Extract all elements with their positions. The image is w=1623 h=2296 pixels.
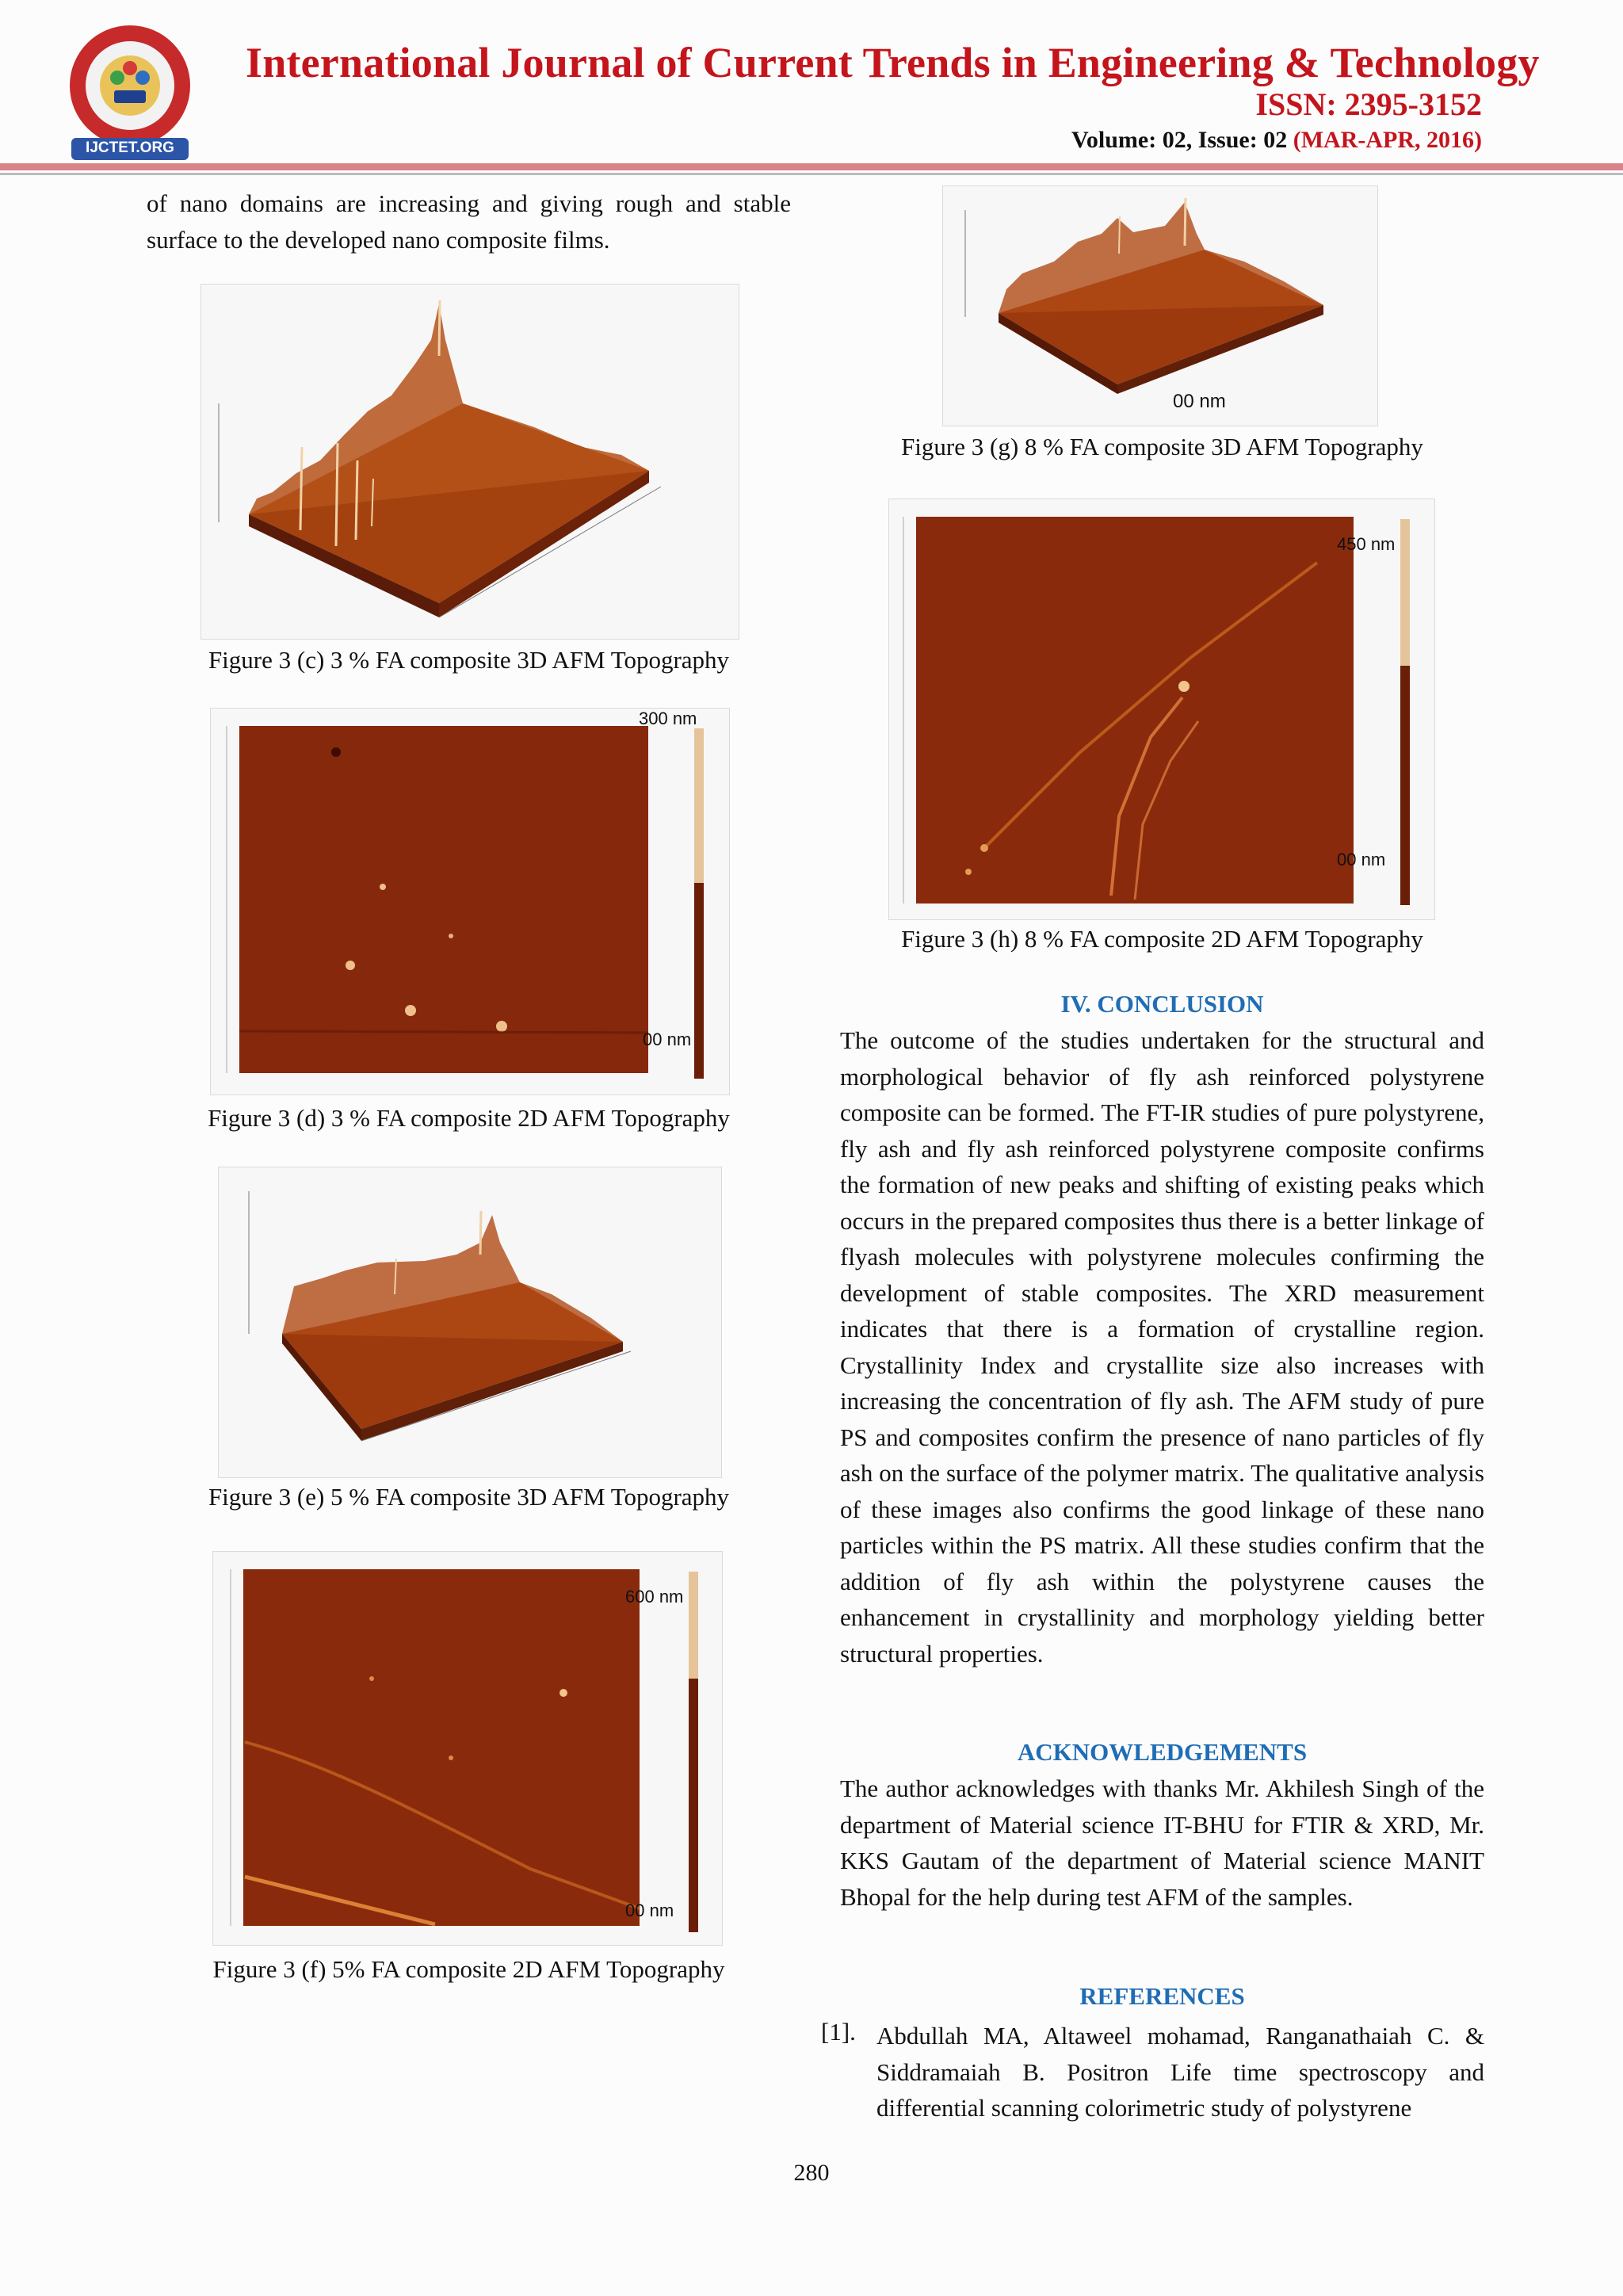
figure-3f-scale-min: 00 nm [625,1901,674,1920]
figure-3c-3d-afm [200,284,739,640]
acknowledgements-heading: ACKNOWLEDGEMENTS [1017,1738,1308,1766]
figure-3f-2d-afm [212,1551,723,1946]
conclusion-paragraph: The outcome of the studies undertaken for the structural and morphological behavior of fly ash reinforced polystyrene composite can be formed. The FT-IR studies of pure polystyrene, fly ash and fly ash reinforced polystyrene composite confirms the formation of new peaks and shifting of existing peaks which occurs in the prepared composites thus there is a better linkage of flyash molecules with polystyrene molecules confirming the development of stable composites. The XRD measurement indicates that there is a formation of crystalline region. Crystallinity Index and crystallite size also increases with increasing the concentration of fly ash. The AFM study of pure PS and composites confirm the presence of nano particles of fly ash on the surface of the polymer matrix. The qualitative analysis of these images also confirms the good linkage of these nano particles within the PS matrix. All these studies confirm that the addition of fly ash within the polystyrene causes the enhancement in crystallinity and morphology yielding better structural properties. [840,1026,1484,1668]
figure-3h-2d-afm [888,499,1435,920]
conclusion-heading: IV. CONCLUSION [1060,990,1264,1018]
header-rule-thin [0,173,1623,175]
figure-3d-scale-min: 00 nm [643,1030,692,1049]
figure-3c-caption: Figure 3 (c) 3 % FA composite 3D AFM Topography [208,646,730,674]
volume-date: (MAR-APR, 2016) [1293,127,1482,153]
volume-issue [1071,127,1482,154]
reference-1-text: Abdullah MA, Altaweel mohamad, Ranganathaiah C. & Siddramaiah B. Positron Life time spectroscopy and differential scanning colorimetric study of polystyrene [876,2022,1484,2122]
figure-3d-scale-max: 300 nm [639,709,697,728]
figure-3g-caption: Figure 3 (g) 8 % FA composite 3D AFM Topography [901,433,1423,460]
figure-3f-scale-max: 600 nm [625,1587,684,1606]
references-heading: REFERENCES [1079,1982,1245,2010]
figure-3h-scale-min: 00 nm [1337,850,1386,869]
journal-title: International Journal of Current Trends in Engineering & Technology [246,39,1540,86]
figure-3e-3d-afm [218,1167,722,1478]
figure-3h-scale-max: 450 nm [1337,534,1396,554]
figure-3h-caption: Figure 3 (h) 8 % FA composite 2D AFM Topography [901,925,1423,953]
intro-paragraph: of nano domains are increasing and giving rough and stable surface to the developed nano composite films. [147,189,791,254]
figure-3d-2d-afm [210,708,730,1095]
figure-3g-scale-min: 00 nm [1173,391,1226,412]
journal-logo [54,22,206,163]
acknowledgements-paragraph: The author acknowledges with thanks Mr. Akhilesh Singh of the department of Material science IT-BHU for FTIR & XRD, Mr. KKS Gautam of the department of Material science MANIT Bhopal for the help during test AFM of the samples. [840,1775,1484,1911]
issn: ISSN: 2395-3152 [1255,86,1482,122]
figure-3e-caption: Figure 3 (e) 5 % FA composite 3D AFM Topography [208,1483,730,1511]
logo-text: IJCTET.ORG [86,139,174,156]
figure-3f-caption: Figure 3 (f) 5% FA composite 2D AFM Topography [212,1955,725,1983]
figure-3d-caption: Figure 3 (d) 3 % FA composite 2D AFM Topography [208,1104,730,1132]
header-rule [0,163,1623,170]
figure-3g-3d-afm [942,185,1378,426]
reference-1-number: [1]. [821,2018,856,2046]
volume-text: Volume: 02, Issue: 02 [1071,127,1293,153]
page-number: 280 [793,2160,830,2186]
